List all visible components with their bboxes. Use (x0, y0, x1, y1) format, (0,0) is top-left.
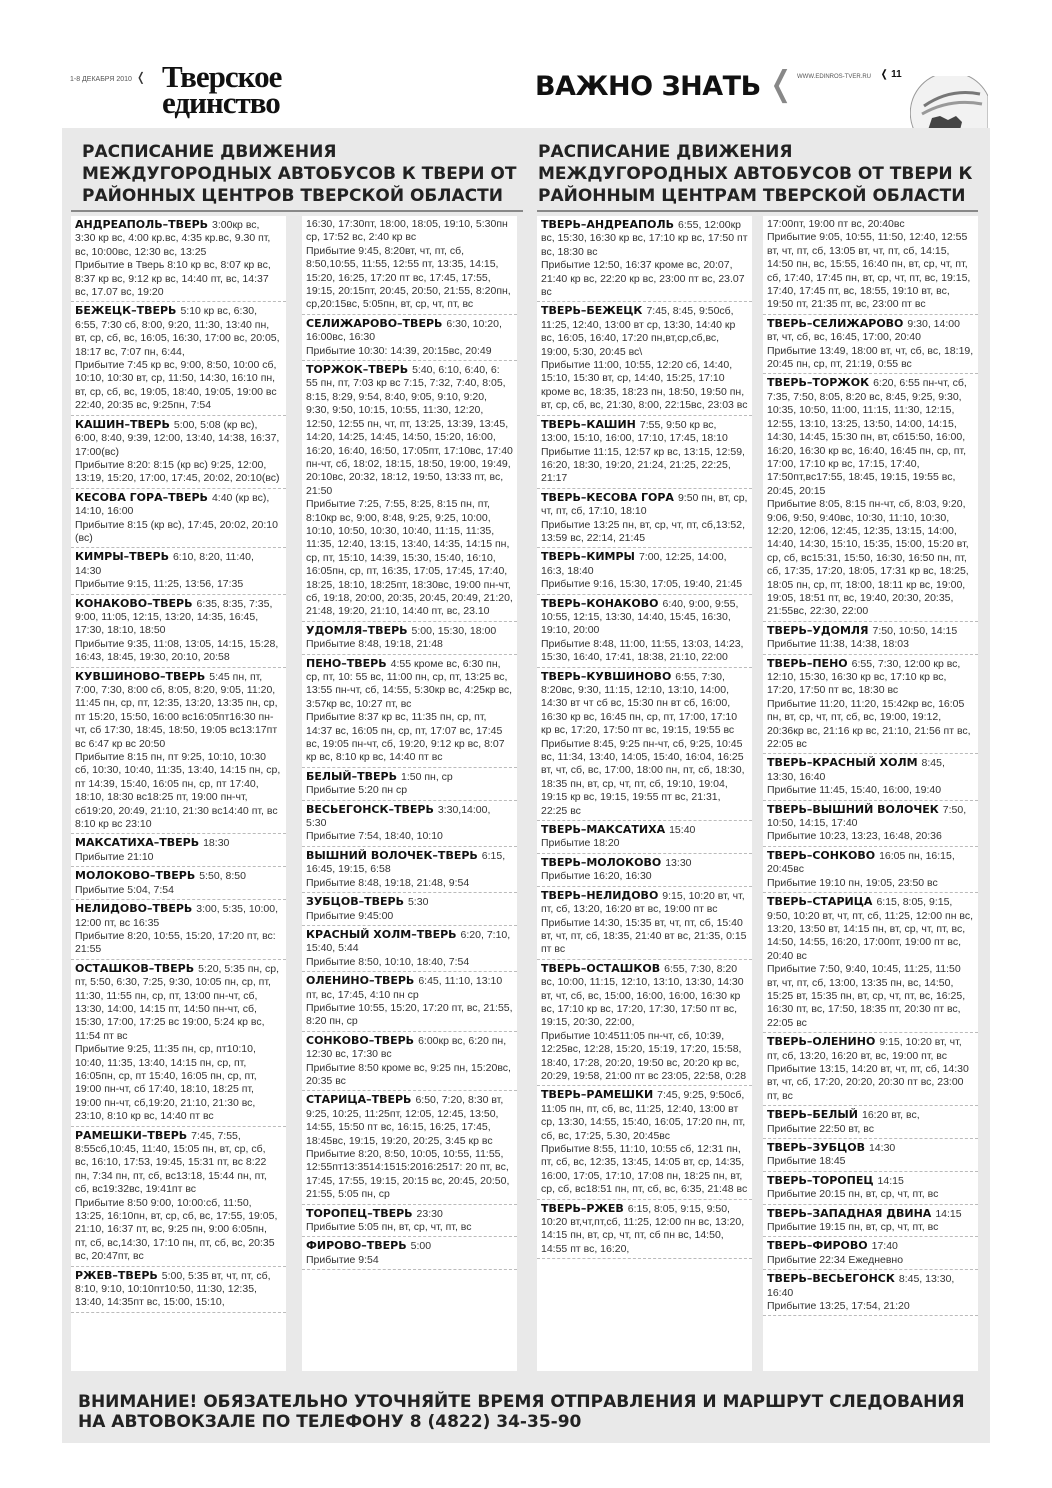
route-name: ТВЕРЬ–СЕЛИЖАРОВО (767, 316, 904, 330)
route-entry (302, 847, 517, 893)
route-entry (537, 216, 752, 302)
route-entry (71, 548, 286, 594)
route-name: ЗУБЦОВ–ТВЕРЬ (306, 895, 404, 909)
route-name: ТВЕРЬ–УДОМЛЯ (767, 623, 869, 637)
route-entry (71, 1267, 286, 1313)
arrival-times: Прибытие 21:10 (75, 850, 154, 863)
route-entry (537, 854, 752, 887)
route-entry (763, 216, 978, 315)
route-name: ТВЕРЬ–ФИРОВО (767, 1239, 868, 1253)
route-entry (71, 900, 286, 960)
departure-times: 6:55, 7:30, 12:00 кр вс, 12:10, 15:30, 16:30 кр вс, 17:10 кр вс, 17:20, 17:50 пт вс, 18:30 вс (767, 657, 961, 697)
arrival-times: Прибытие 14:30, 15:35 вт, чт, пт, сб, 15:40 вт, чт, пт, сб, 18:35, 21:40 вт вс, 21:35, 0:15 пт вс (541, 916, 747, 956)
arrival-times: Прибытие 20:15 пн, вт, ср, чт, пт, вс (767, 1188, 939, 1201)
departure-times: 14:30 (868, 1142, 896, 1154)
arrival-times: Прибытие 10:4511:05 пн-чт, сб, 10:39, 12:25вс, 12:28, 15:20, 15:19, 17:20, 15:58, 18:40, 17:28, 20:20, 19:50 вс, 20:20 кр вс, 20:29, 19:58, 21:00 пт вс 23:05, 22:58, 0:28 (541, 1029, 747, 1082)
route-entry (763, 1270, 978, 1316)
route-entry (763, 655, 978, 755)
footer-notice: ВНИМАНИЕ! ОБЯЗАТЕЛЬНО УТОЧНЯЙТЕ ВРЕМЯ ОТПРАВЛЕНИЯ И МАРШРУТ СЛЕДОВАНИЯ НА АВТОВОКЗАЛЕ ПО ТЕЛЕФОНУ 8 (4822) 34-35-90 (78, 1392, 965, 1432)
route-name: КЕСОВА ГОРА–ТВЕРЬ (75, 490, 208, 504)
route-entry (71, 834, 286, 867)
arrival-times: Прибытие 7:54, 18:40, 10:10 (306, 830, 443, 843)
departure-times: 7:50, 10:50, 14:15 (872, 624, 958, 637)
departure-times: 14:15 (935, 1207, 962, 1220)
arrival-times: Прибытие 8:48, 19:18, 21:48 (306, 638, 443, 651)
title-divider (71, 210, 523, 212)
departure-times: 4:40 (кр вс), 14:10, 16:00 (75, 491, 270, 518)
route-name: РЖЕВ–ТВЕРЬ (75, 1268, 158, 1282)
departure-times: 16:20 вт, вс, (862, 1109, 920, 1122)
route-name: ТВЕРЬ–СОНКОВО (767, 848, 876, 862)
route-entry (537, 548, 752, 594)
departure-times: 23:30 (416, 1207, 443, 1220)
route-entry (302, 768, 517, 801)
route-entry (302, 315, 517, 361)
arrival-times: Прибытие 9:25, 11:35 пн, ср, пт10:10, 10:40, 11:35, 13:40, 14:15 пн, ср, пт, 16:05пн, ср, пт 15:40, 16:05 пн, ср, пт, 19:00 пн-чт, сб 17:40, 18:10, 18:25 пт, 19:00 пн-чт, сб,19:20, 21:10, 21:30 вс, 23:10, 8:10 кр вс, 14:40 пт вс (75, 1043, 257, 1123)
route-name: РАМЕШКИ–ТВЕРЬ (75, 1128, 188, 1142)
arrival-times: Прибытие 11:20, 11:20, 15:42кр вс, 16:05 пн, вт, ср, чт, пт, сб, вс, 19:00, 19:12, 20:36кр вс, 21:16 кр вс, 21:10, 21:56 пт вс, 22:05 вс (767, 697, 971, 751)
route-name: ТОРЖОК–ТВЕРЬ (306, 363, 409, 377)
route-name: ТВЕРЬ–БЕЛЫЙ (767, 1108, 858, 1122)
route-entry (537, 302, 752, 415)
route-name: ТВЕРЬ–КУВШИНОВО (541, 669, 672, 683)
route-name: ТВЕРЬ–КИМРЫ (541, 550, 635, 564)
route-entry (537, 668, 752, 821)
route-entry (763, 1106, 978, 1139)
route-name: ТВЕРЬ–РАМЕШКИ (541, 1088, 654, 1102)
arrival-times: Прибытие 8:48, 19:18, 21:48, 9:54 (306, 876, 470, 889)
arrival-times: Прибытие 8:50 9:00, 10:00:сб, 11:50, 13:25, 16:10пн, вт, ср, сб, вс, 17:55, 19:05, 21:10, 16:37 пт, вс, 9:25 пн, 9:00 6:05пн, пт, сб, вс,14:30, 17:10 пн, пт, сб, вс, 20:35 вс, 20:47пт, вс (75, 1196, 278, 1263)
arrival-times: Прибытие 5:04, 7:54 (75, 883, 174, 896)
arrival-times: Прибытие 8:50 кроме вс, 9:25 пн, 15:20вс, 20:35 вс (306, 1061, 511, 1087)
route-name: АНДРЕАПОЛЬ–ТВЕРЬ (75, 218, 209, 231)
route-name: БЕЛЫЙ–ТВЕРЬ (306, 769, 397, 783)
route-name: СТАРИЦА–ТВЕРЬ (306, 1093, 412, 1107)
route-entry (71, 416, 286, 489)
route-name: ФИРОВО–ТВЕРЬ (306, 1239, 407, 1253)
arrival-times: Прибытие 19:10 пн, 19:05, 23:50 вс (767, 876, 938, 889)
route-entry (537, 416, 752, 489)
departure-times: 16:30, 17:30пт, 18:00, 18:05, 19:10, 5:30пн ср, 17:52 вс, 2:40 кр вс (306, 218, 508, 244)
departure-times: 6:55, 7:30, 8:20вс, 9:30, 11:15, 12:10, 13:10, 14:00, 14:30 вт чт сб вс, 15:30 пн вт сб, 16:00, 16:30 кр вс, 16:45 пн, ср, пт, 17:00, 17:10 кр вс, 17:20, 17:50 пт вс, 19:15, 19:55 вс (541, 670, 738, 737)
arrival-times: Прибытие 8:50, 10:10, 18:40, 7:54 (306, 955, 470, 968)
route-name: ТВЕРЬ–РЖЕВ (541, 1201, 624, 1215)
arrival-times: Прибытие 18:20 (541, 837, 620, 850)
newspaper-logo: Тверское единство (162, 59, 282, 120)
route-name: МАКСАТИХА–ТВЕРЬ (75, 836, 200, 850)
route-name: ТВЕРЬ–ЗАПАДНАЯ ДВИНА (767, 1206, 932, 1220)
route-entry (763, 1237, 978, 1270)
departure-times: 5:00, 5:35 вт, чт, пт, сб, 8:10, 9:10, 10:10пт10:50, 11:30, 12:35, 13:40, 14:35пт вс, 15:00, 15:10, (75, 1269, 271, 1309)
departure-times: 7:45, 7:55, 8:55сб,10:45, 11:40, 15:05 пн, вт, ср, сб, вс, 16:10, 17:53, 19:45, 15:31 пт, вс 8:22 пн, 7:34 пн, пт, сб, вс13:18, 15:44 пн, пт, сб, вс19:32вс, 19:41пт вс (75, 1129, 267, 1196)
route-name: ВЫШНИЙ ВОЛОЧЕК–ТВЕРЬ (306, 848, 478, 862)
arrival-times: Прибытие 8:20, 10:55, 15:20, 17:20 пт, вс: 21:55 (75, 929, 276, 956)
route-name: ТВЕРЬ–МОЛОКОВО (541, 855, 662, 869)
arrival-times: Прибытие 13:25, 17:54, 21:20 (767, 1300, 910, 1313)
route-entry (763, 754, 978, 800)
departure-times: 14:15 (877, 1174, 904, 1187)
route-name: ТВЕРЬ–СТАРИЦА (767, 895, 873, 909)
departure-times: 17:40 (871, 1240, 898, 1253)
arrival-times: Прибытие 8:15 (кр вс), 17:45, 20:02, 20:10 (вс) (75, 518, 278, 544)
schedule-column-2 (302, 216, 517, 1371)
arrival-times: Прибытие 7:45 кр вс, 9:00, 8:50, 10:00 сб, 10:10, 10:30 вт, ср, 11:50, 14:30, 16:10 пн, вт, ср, сб, вс, 19:05, 18:40, 19:05, 19:00 вс 22:40, 20:35 вс, 9:25пн, 7:54 (75, 359, 277, 412)
route-entry (763, 622, 978, 655)
departure-times: 6:45, 11:10, 13:10 пт, вс, 17:45, 4:10 пн ср (306, 975, 503, 1001)
arrival-times: Прибытие 8:20: 8:15 (кр вс) 9:25, 12:00, 13:19, 15:20, 17:00, 17:45, 20:02, 20:10(вс) (75, 458, 280, 485)
route-entry (302, 893, 517, 926)
departure-times: 3:00кр вс, 3:30 кр вс, 4:00 кр.вс, 4:35 кр.вс, 9.30 пт, вс, 10:00вс, 12:30 вс, 13:25 (75, 219, 271, 258)
route-entry (71, 595, 286, 668)
schedule-column-3 (537, 216, 752, 1371)
route-entry (302, 655, 517, 768)
departure-times: 3:30,14:00, 5:30 (306, 803, 491, 830)
departure-times: 5:00, 5:08 (кр вс), 6:00, 8:40, 9:39, 12:00, 13:40, 14:38, 16:37, 17:00(вс) (75, 418, 280, 458)
departure-times: 7:00, 12:25, 14:00, 16:3, 18:40 (541, 551, 727, 577)
route-entry (71, 1127, 286, 1267)
route-entry (302, 1205, 517, 1238)
departure-times: 7:45, 9:25, 9:50сб, 11:05 пн, пт, сб, вс, 11:25, 12:40, 13:00 вт ср, 13:30, 14:55, 15:40, 16:05, 17:20 пн, пт, сб, вс, 17:25, 5.30, 20:45вс (541, 1089, 746, 1142)
departure-times: 6:55, 12:00кр вс, 15:30, 16:30 кр вс, 17:10 кр вс, 17:50 пт вс, 18:30 вс (541, 219, 748, 258)
route-name: КРАСНЫЙ ХОЛМ–ТВЕРЬ (306, 927, 457, 941)
route-entry (302, 926, 517, 972)
arrival-times: Прибытие 5:05 пн, вт, ср, чт, пт, вс (306, 1221, 472, 1234)
route-entry (302, 1091, 517, 1204)
party-emblem-icon (910, 76, 988, 130)
route-name: СОНКОВО–ТВЕРЬ (306, 1033, 415, 1047)
route-entry (537, 1086, 752, 1199)
route-name: ТВЕРЬ–ВЫШНИЙ ВОЛОЧЕК (767, 802, 939, 816)
route-name: ТВЕРЬ–АНДРЕАПОЛЬ (541, 218, 675, 231)
departure-times: 17:00пт, 19:00 пт вс, 20:40вс (767, 218, 905, 230)
route-entry (302, 1237, 517, 1270)
arrival-times: Прибытие 11:38, 14:38, 18:03 (767, 638, 909, 651)
schedule-title-from-tver: РАСПИСАНИЕ ДВИЖЕНИЯ МЕЖДУГОРОДНЫХ АВТОБУСОВ ОТ ТВЕРИ К РАЙОННЫМ ЦЕНТРАМ ТВЕРСКОЙ ОБЛАСТИ (538, 142, 973, 206)
route-name: ТВЕРЬ–КРАСНЫЙ ХОЛМ (767, 756, 918, 770)
arrival-times: Прибытие 22:50 вт, вс (767, 1122, 874, 1135)
route-name: ТВЕРЬ–ОСТАШКОВ (541, 961, 661, 975)
route-name: ТОРОПЕЦ–ТВЕРЬ (306, 1206, 413, 1220)
route-name: ОЛЕНИНО–ТВЕРЬ (306, 974, 415, 988)
arrival-times: Прибытие 8:20, 8:50, 10:05, 10:55, 11:55, 12:55пт13:3514:1515:2016:2517: 20 пт, вс, 17:45, 17:55, 19:15, 20:15 вс, 20:45, 20:50, 21:55, 5:05 пн, ср (306, 1148, 510, 1201)
arrival-times: Прибытие 13:15, 14:20 вт, чт, пт, сб, 14:30 вт, чт, сб, 17:20, 20:20, 20:30 пт вс, 23:00 пт, вс (767, 1062, 969, 1102)
departure-times: 9:15, 10:20 вт, чт, пт, сб, 13:20, 16:20 вт вс, 19:00 пт вс (541, 889, 745, 916)
departure-times: 6:20, 7:10, 15:40, 5:44 (306, 928, 511, 955)
arrival-times: Прибытие 22:34 Ежедневно (767, 1253, 904, 1266)
schedule-column-4 (763, 216, 978, 1371)
route-entry (302, 622, 517, 655)
arrival-times: Прибытие 8:37 кр вс, 11:35 пн, ср, пт, 14:37 вс, 16:05 пн, ср, пт, 17:07 вс, 17:45 вс, 19:05 пн-чт, сб, 19:20, 9:12 кр вс, 8:07 кр вс, 8:10 кр вс, 14:40 пт вс (306, 711, 505, 764)
route-name: ТВЕРЬ–НЕЛИДОВО (541, 888, 659, 902)
route-name: КУВШИНОВО–ТВЕРЬ (75, 669, 206, 683)
arrival-times: Прибытие 5:20 пн ср (306, 784, 408, 797)
arrival-times: Прибытие 9:54 (306, 1253, 379, 1266)
arrival-times: Прибытие 16:20, 16:30 (541, 870, 652, 883)
schedule-column-1 (71, 216, 286, 1371)
departure-times: 5:40, 6:10, 6:40, 6: 55 пн, пт, 7:03 кр вс 7:15, 7:32, 7:40, 8:05, 8:15, 8:29, 9:54, 8:40, 9:05, 9:10, 9:20, 9:30, 9:50, 10:15, 10:55, 11:30, 12:20, 12:50, 12:55 пн, чт, пт, 13:25, 13:39, 13:45, 14:20, 14:25, 14:45, 14:50, 15:20, 16:00, 16:20, 16:40, 16:50, 17:05пт, 17:10вс, 17:40 пн-чт, сб, 18:02, 18:15, 18:50, 19:00, 19:49, 20:10вс, 20:32, 18:12, 19:50, 13:33 пт, вс, 21:50 (306, 364, 513, 497)
route-name: УДОМЛЯ–ТВЕРЬ (306, 623, 408, 637)
arrival-times: Прибытие 13:49, 18:00 вт, чт, сб, вс, 18:19, 20:45 пн, ср, пт, 21:19, 0:55 вс (767, 344, 974, 371)
page-number: ❬ 11 (880, 69, 902, 80)
route-name: КОНАКОВО–ТВЕРЬ (75, 596, 193, 610)
departure-times: 6:00кр вс, 6:20 пн, 12:30 вс, 17:30 вс (306, 1034, 507, 1061)
arrival-times: Прибытие 8:48, 11:00, 11:55, 13:03, 14:23, 15:30, 16:40, 17:41, 18:38, 21:10, 22:00 (541, 637, 744, 664)
arrival-times: Прибытие в Тверь 8:10 кр вс, 8:07 кр вс, 8:37 кр вс, 9:12 кр вс, 14:40 пт, вс, 14:37 вс, 17.07 вс, 19:20 (75, 259, 271, 299)
departure-times: 18:30 (203, 837, 230, 850)
route-entry (71, 302, 286, 415)
departure-times: 5:10 кр вс, 6:30, 6:55, 7:30 сб, 8:00, 9:20, 11:30, 13:40 пн, вт, ср, сб, вс, 16:05, 16:30, 17:00 вс, 20:05, 18:17 вс, 7:07 пн, 6:44, (75, 305, 280, 358)
arrival-times: Прибытие 8:45, 9:25 пн-чт, сб, 9:25, 10:45 вс, 11:34, 13:40, 14:05, 15:40, 16:04, 16:25 вт, чт, сб, вс, 17:00, 18:00 пн, пт, сб, 18:30, 18:35 пн, вт, ср, чт, пт, сб, 19:10, 19:04, 19:15 кр вс, 19:15, 19:55 пт вс, 21:31, 22:25 вс (541, 737, 745, 817)
route-name: СЕЛИЖАРОВО–ТВЕРЬ (306, 316, 443, 330)
departure-times: 7:55, 9:50 кр вс, 13:00, 15:10, 16:00, 17:10, 17:45, 18:10 (541, 418, 728, 445)
departure-times: 6:30, 10:20, 16:00вс, 16:30 (306, 317, 502, 344)
route-entry (302, 972, 517, 1032)
issue-date: 1-8 ДЕКАБРЯ 2010 ❬ (70, 70, 146, 84)
route-name: ТВЕРЬ–МАКСАТИХА (541, 823, 666, 837)
route-name: ТВЕРЬ–БЕЖЕЦК (541, 304, 643, 318)
route-entry (71, 867, 286, 900)
route-entry (71, 960, 286, 1127)
title-divider (537, 210, 978, 212)
route-entry (763, 1205, 978, 1238)
route-entry (302, 1032, 517, 1092)
route-name: ТВЕРЬ–КОНАКОВО (541, 596, 659, 610)
departure-times: 5:50, 8:50 (199, 870, 246, 883)
arrival-times: Прибытие 9:35, 11:08, 13:05, 14:15, 15:28, 16:43, 18:45, 19:30, 20:10, 20:58 (75, 637, 279, 664)
arrival-times: Прибытие 9:45:00 (306, 909, 394, 922)
route-entry (537, 1200, 752, 1260)
arrival-times: Прибытие 11:00, 10:55, 12:20 сб, 14:40, 15:10, 15:30 вт, ср, 14:40, 15:25, 17:10 кроме вс, 18:35, 18:23 пн, 18:50, 19:50 пн, вт, ср, сб, вс, 21:30, 8:00, 22:15вс, 23:03 вс (541, 359, 748, 412)
departure-times: 6:20, 6:55 пн-чт, сб, 7:35, 7:50, 8:05, 8:20 вс, 8:45, 9:25, 9:30, 10:35, 10:50, 11:00, 11:15, 11:30, 12:15, 12:55, 13:10, 13:25, 13:50, 14:00, 14:15, 14:30, 14:45, 15:30 пн, вт, сб15:50, 16:00, 16:20, 16:30 кр вс, 16:40, 16:45 пн, ср, пт, 17:00, 17:10 кр вс, 17:15, 17:40, 17:50пт,вс17:55, 18:45, 19:15, 19:55 вс, 20:45, 20:15 (767, 377, 967, 497)
route-entry (71, 489, 286, 549)
arrival-times: Прибытие 12:50, 16:37 кроме вс, 20:07, 21:40 кр вс, 22:20 кр вс, 23:00 пт вс, 23.07 вс (541, 259, 745, 299)
departure-times: 9:15, 10:20 вт, чт, пт, сб, 13:20, 16:20 вт, вс, 19:00 пт, вс (767, 1036, 962, 1062)
departure-times: 7:45, 8:45, 9:50сб, 11:25, 12:40, 13:00 вт ср, 13:30, 14:40 кр вс, 16:05, 16:40, 17:20 пн,вт,ср,сб,вс, 19:00, 5:30, 20:45 вс\ (541, 305, 736, 358)
arrival-times: Прибытие 11:15, 12:57 кр вс, 13:15, 12:59, 16:20, 18:30, 19:20, 21:24, 21:25, 22:25, 21:17 (541, 445, 745, 485)
departure-times: 5:00, 15:30, 18:00 (411, 624, 497, 637)
route-name: БЕЖЕЦК–ТВЕРЬ (75, 304, 177, 318)
departure-times: 13:30 (665, 856, 692, 869)
route-name: ТВЕРЬ–КАШИН (541, 417, 636, 431)
departure-times: 6:15, 16:45, 19:15, 6:58 (306, 849, 506, 876)
arrival-times: Прибытие 9:15, 11:25, 13:56, 17:35 (75, 578, 244, 591)
route-name: ТВЕРЬ–ТОРОПЕЦ (767, 1173, 874, 1187)
route-name: НЕЛИДОВО–ТВЕРЬ (75, 902, 193, 916)
arrival-times: Прибытие 9:05, 10:55, 11:50, 12:40, 12:55 вт, чт, пт, сб, 13:05 вт, чт, пт, сб, 14:15, 14:50 пн, вс, 15:55, 16:40 пн, вт, ср, чт, пт, сб, 17:40, 17:45 пн, вт, ср, чт, пт, вс, 19:15, 17:40, 17:45 пт, вс, 18:55, 19:10 вт, вс, 19:50 пт, 21:35 пт, вс, 23:00 пт вс (767, 231, 971, 311)
route-entry (71, 668, 286, 835)
departure-times: 6:40, 9:00, 9:55, 10:55, 12:15, 13:30, 14:40, 15:45, 16:30, 19:10, 20:00 (541, 597, 739, 637)
route-entry (763, 1172, 978, 1205)
departure-times: 3:00, 5:35, 10:00, 12:00 пт, вс 16:35 (75, 903, 279, 929)
route-entry (302, 801, 517, 847)
departure-times: 8:45, 13:30, 16:40 (767, 1273, 955, 1299)
website-url: WWW.EDINROS-TVER.RU (797, 74, 871, 80)
departure-times: 6:15, 8:05, 9:15, 9:50, 10:20 вт,чт,пт,сб, 11:25, 12:00 пн вс, 13:20, 14:15 пн, вт, ср, чт, пт, сб пн вс, 14:50, 14:55 пт вс, 16:20, (541, 1202, 745, 1255)
arrival-times: Прибытие 9:16, 15:30, 17:05, 19:40, 21:45 (541, 578, 743, 591)
route-entry (763, 1139, 978, 1172)
departure-times: 5:30 (407, 896, 429, 909)
departure-times: 5:00 (410, 1240, 432, 1253)
arrival-times: Прибытие 7:50, 9:40, 10:45, 11:25, 11:50 вт, чт, пт, сб, 13:00, 13:35 пн, вс, 14:50, 15:25 вт, 15:35 пн, вт, ср, чт, пт, вс, 16:25, 16:30 пт, вс, 17:50, 18:35 пт, 20:30 пт вс, 22:05 вс (767, 963, 966, 1029)
route-name: КАШИН–ТВЕРЬ (75, 417, 170, 431)
route-entry (302, 216, 517, 315)
route-entry (763, 847, 978, 893)
route-entry (537, 960, 752, 1087)
departure-times: 5:20, 5:35 пн, ср, пт, 5:50, 6:30, 7:25, 9:30, 10:05 пн, ср, пт, 11:30, 11:55 пн, ср, пт, 13:00 пн-чт, сб, 13:30, 14:00, 14:15 пт, 14:50 пн-чт, сб, 15:30, 17:00, 17:25 вс 19:00, 5:24 кр вс, 11:54 пт вс (75, 962, 280, 1042)
arrival-times: Прибытие 9:45, 8:20вт, чт, пт, сб, 8:50,10:55, 11:55, 12:55 пт, 13:35, 14:15, 15:20, 16:25, 17:20 пт вс, 17:45, 17:55, 19:15, 20:15пт, 20:45, 20:50, 21:55, 8:20пн, ср,20:15вс, 5:05пн, вт, ср, чт, пт, вс (306, 244, 511, 311)
arrival-times: Прибытие 8:15 пн, пт 9:25, 10:10, 10:30 сб, 10:30, 10:40, 11:35, 13:40, 14:15 пн, ср, пт 14:39, 15:40, 16:05 пн, ср, пт 17:40, 18:10, 18:30 вс18:25 пт, 19:00 пн-чт, сб19:20, 20:49, 21:10, 21:30 вс14:40 пт, вс 8:10 кр вс 23:10 (75, 751, 281, 831)
departure-times: 1:50 пн, ср (401, 770, 453, 783)
route-name: ПЕНО–ТВЕРЬ (306, 656, 387, 670)
route-entry (71, 216, 286, 302)
departure-times: 16:05 пн, 16:15, 20:45вс (767, 849, 955, 876)
route-entry (537, 887, 752, 960)
route-name: ТВЕРЬ–ЗУБЦОВ (767, 1141, 865, 1154)
arrival-times: Прибытие 11:45, 15:40, 16:00, 19:40 (767, 784, 942, 797)
route-name: ОСТАШКОВ–ТВЕРЬ (75, 961, 195, 975)
departure-times: 8:45, 13:30, 16:40 (767, 757, 945, 783)
departure-times: 15:40 (669, 824, 696, 837)
arrival-times: Прибытие 7:25, 7:55, 8:25, 8:15 пн, пт, 8:10кр вс, 9:00, 8:48, 9:25, 9:25, 10:00, 10:10, 10:50, 10:30, 10:40, 11:15, 11:35, 11:35, 12:40, 13:15, 13:40, 14:35, 14:15 пн, ср, пт, 15:10, 14:39, 15:30, 15:40, 16:10, 16:05пн, ср, пт, 16:35, 17:05, 17:45, 17:40, 18:25, 18:10, 18:25пт, 18:30вс, 19:00 пн-чт, сб, 19:18, 20:00, 20:35, 20:45, 20:49, 21:20, 21:48, 19:20, 21:10, 14:40 пт, вс, 23.10 (306, 498, 513, 618)
departure-times: 7:50, 10:50, 14:15, 17:40 (767, 803, 967, 830)
departure-times: 6:10, 8:20, 11:40, 14:30 (75, 551, 254, 577)
route-name: ТВЕРЬ–ВЕСЬЕГОНСК (767, 1272, 895, 1286)
arrival-times: Прибытие 18:45 (767, 1155, 846, 1168)
departure-times: 4:55 кроме вс, 6:30 пн, ср, пт, 10: 55 вс, 11:00 пн, ср, пт, 13:25 вс, 13:55 пн-чт, сб, 14:55, 5:30кр вс, 4:25кр вс, 3:57кр вс, 10:27 пт, вс (306, 657, 513, 710)
route-name: ТВЕРЬ–КЕСОВА ГОРА (541, 490, 674, 504)
arrival-times: Прибытие 10:55, 15:20, 17:20 пт, вс, 21:55, 8:20 пн, ср (306, 1001, 513, 1028)
departure-times: 5:45 пн, пт, 7:00, 7:30, 8:00 сб, 8:05, 8:20, 9:05, 11:20, 11:45 пн, ср, пт, 12:35, 13:20, 13:35 пн, ср, пт 15:20, 15:50, 16:00 вс16:05пт16:30 пн-чт, сб 17:30, 18:45, 18:50, 19:05 вс13:17пт вс 6:47 кр вс 20:50 (75, 670, 278, 750)
route-name: ТВЕРЬ–ТОРЖОК (767, 376, 870, 390)
route-entry (763, 1033, 978, 1106)
departure-times: 6:55, 7:30, 8:20 вс, 10:00, 11:15, 12:10, 13:10, 13:30, 14:30 вт, чт, сб, вс, 15:00, 16:00, 16:00, 16:30 кр вс, 17:10 кр вс, 17:20, 17:30, 17:50 пт вс, 19:15, 20:30, 22:00, (541, 962, 744, 1029)
route-entry (537, 595, 752, 668)
route-entry (302, 361, 517, 622)
route-name: МОЛОКОВО–ТВЕРЬ (75, 869, 196, 883)
arrival-times: Прибытие 10:23, 13:23, 16:48, 20:36 (767, 830, 942, 843)
route-entry (763, 374, 978, 621)
route-entry (537, 489, 752, 549)
arrival-times: Прибытие 19:15 пн, вт, ср, чт, пт, вс (767, 1221, 939, 1234)
departure-times: 9:50 пн, вт, ср, чт, пт, сб, 17:10, 18:10 (541, 491, 748, 518)
arrival-times: Прибытие 8:55, 11:10, 10:55 сб, 12:31 пн, пт, сб, вс, 12:35, 13:45, 14:05 вт, ср, 14:35, 16:00, 17:05, 17:10, 17:08 пн, 18:25 пн, вт, ср, сб, вс18:51 пн, пт, сб, вс, 6:35, 21:48 вс (541, 1143, 748, 1196)
route-name: ТВЕРЬ–ПЕНО (767, 656, 848, 670)
departure-times: 6:35, 8:35, 7:35, 9:00, 11:05, 12:15, 13:20, 14:35, 16:45, 17:30, 18:10, 18:50 (75, 597, 273, 637)
route-name: КИМРЫ–ТВЕРЬ (75, 550, 169, 564)
route-entry (537, 821, 752, 854)
section-title: ВАЖНО ЗНАТЬ ❬ (535, 64, 795, 104)
route-name: ВЕСЬЕГОНСК–ТВЕРЬ (306, 802, 434, 816)
schedule-title-to-tver: РАСПИСАНИЕ ДВИЖЕНИЯ МЕЖДУГОРОДНЫХ АВТОБУСОВ К ТВЕРИ ОТ РАЙОННЫХ ЦЕНТРОВ ТВЕРСКОЙ ОБЛАСТИ (82, 142, 517, 206)
departure-times: 6:15, 8:05, 9:15, 9:50, 10:20 вт, чт, пт, сб, 11:25, 12:00 пн вс, 13:20, 13:50 вт, 14:15 пн, вт, ср, чт, пт, вс, 14:50, 14:55, 16:20, 17:00пт, 19:00 пт вс, 20:40 вс (767, 896, 974, 962)
arrival-times: Прибытие 8:05, 8:15 пн-чт, сб, 8:03, 9:20, 9:06, 9:50, 9:40вс, 10:30, 11:10, 10:30, 12:20, 12:06, 12:45, 12:35, 13:15, 14:00, 14:40, 14:30, 15:10, 15:35, 15:00, 15:20 вт, ср, сб, вс15:31, 15:50, 16:30, 16:50 пн, пт, сб, 17:35, 17:20, 18:05, 17:31 кр вс, 18:25, 18:05 пн, ср, пт, 18:00, 18:11 кр вс, 19:00, 19:05, 18:51 пт, вс, 19:40, 20:30, 20:35, 21:55вс, 22:30, 22:00 (767, 498, 969, 618)
route-entry (763, 315, 978, 375)
route-entry (763, 801, 978, 847)
route-entry (763, 893, 978, 1033)
departure-times: 6:50, 7:20, 8:30 вт, 9:25, 10:25, 11:25пт, 12:05, 12:45, 13:50, 14:55, 15:50 пт вс, 16:15, 16:25, 17:45, 18:45вс, 19:15, 19:20, 20:25, 3:45 кр вс (306, 1094, 504, 1147)
arrival-times: Прибытие 10:30: 14:39, 20:15вс, 20:49 (306, 344, 492, 357)
arrival-times: Прибытие 13:25 пн, вт, ср, чт, пт, сб,13:52, 13:59 вс, 22:14, 21:45 (541, 518, 745, 544)
departure-times: 9:30, 14:00 вт, чт, сб, вс, 16:45, 17:00, 20:40 (767, 317, 960, 344)
route-name: ТВЕРЬ–ОЛЕНИНО (767, 1035, 876, 1049)
